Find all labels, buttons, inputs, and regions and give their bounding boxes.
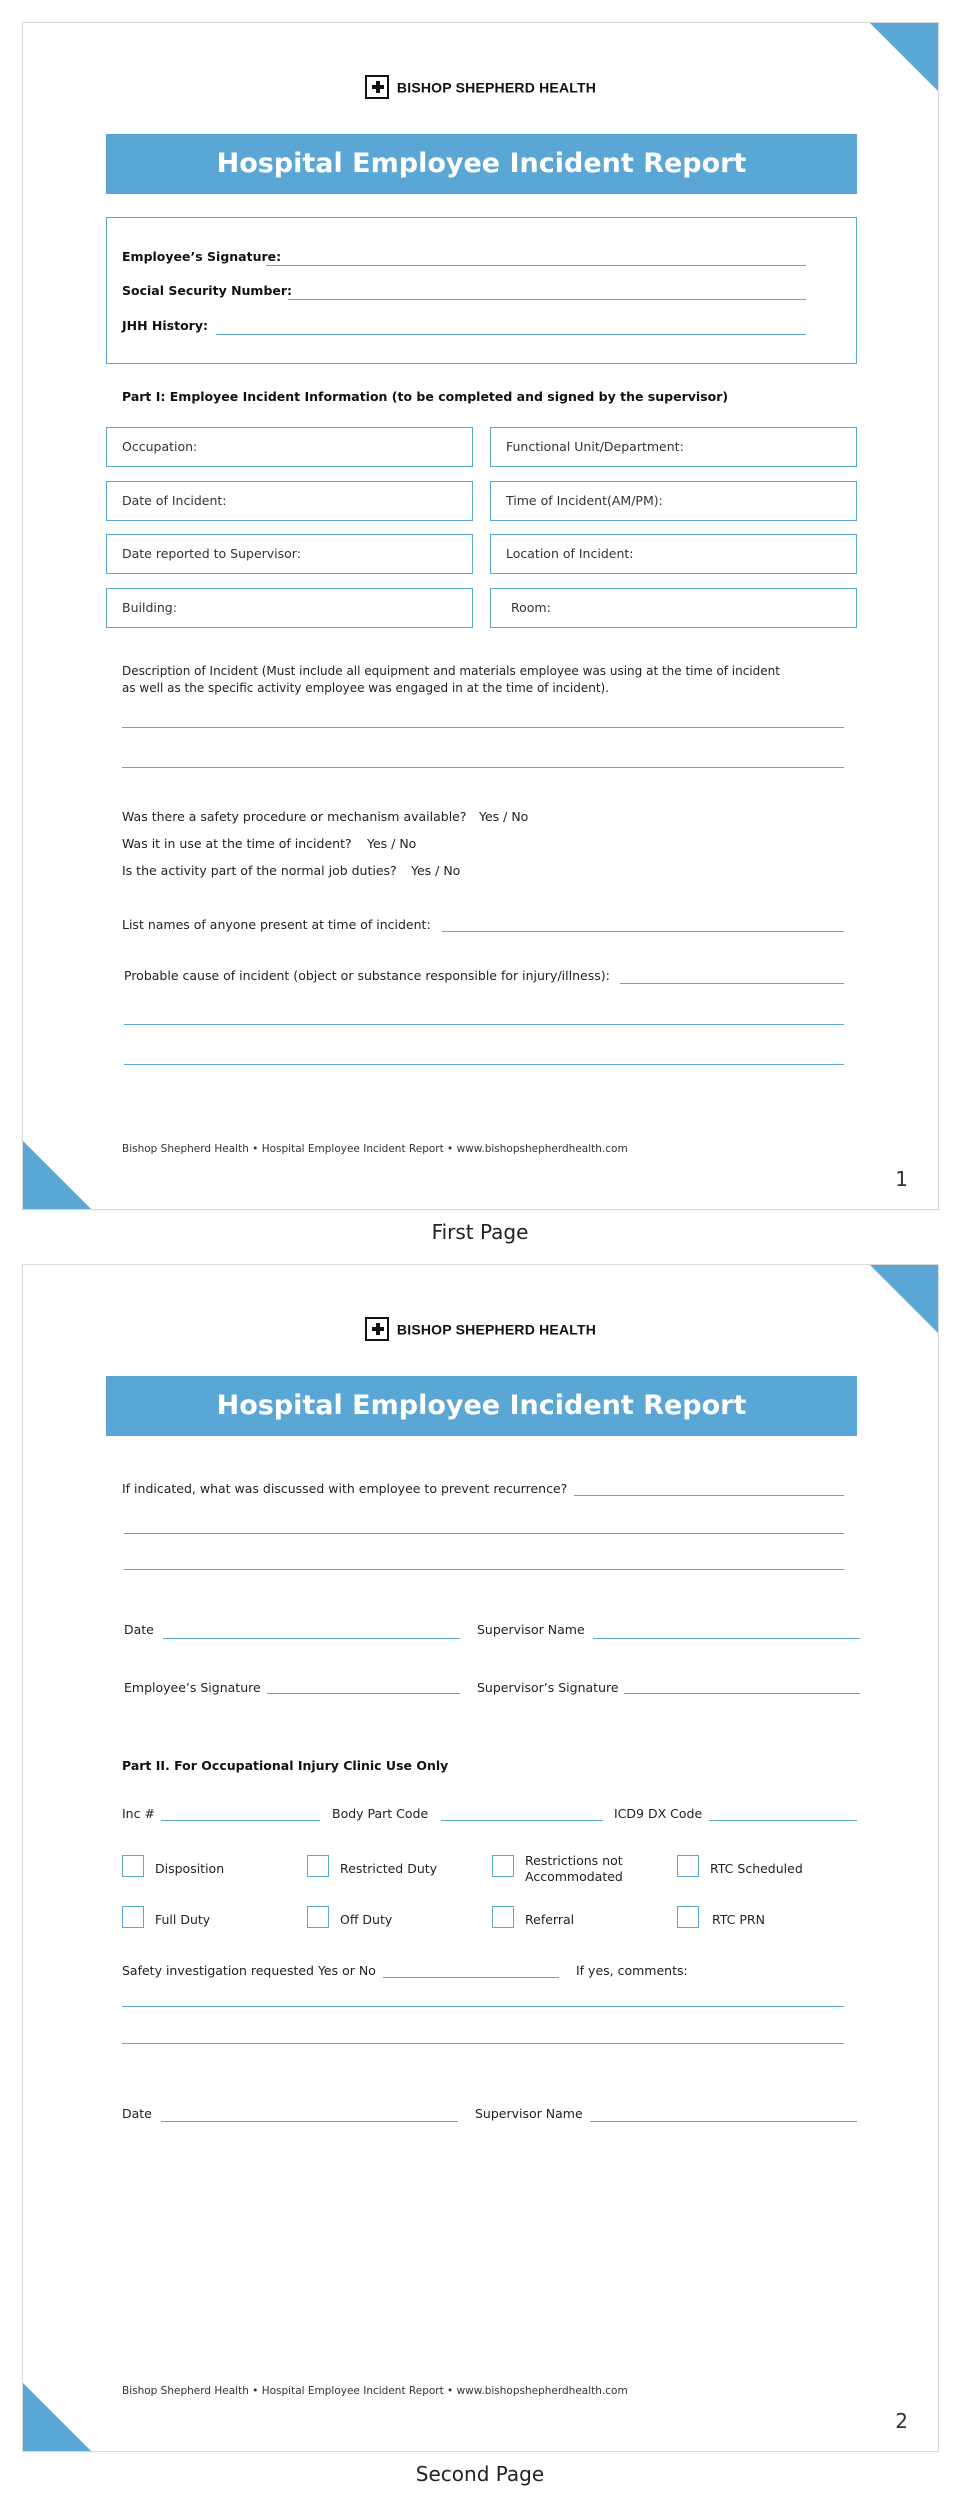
referral-label: Referral — [525, 1912, 575, 1927]
body-part-code-label: Body Part Code — [332, 1806, 429, 1821]
safety-investigation-label: Safety investigation requested Yes or No — [122, 1963, 376, 1978]
rtc-scheduled-checkbox[interactable] — [677, 1855, 699, 1877]
in-use-answer[interactable]: Yes / No — [367, 836, 417, 851]
employee-signature-field[interactable] — [266, 265, 806, 266]
date-label: Date — [124, 1622, 154, 1637]
page-number: 2 — [895, 2409, 908, 2433]
employee-signature-label: Employee’s Signature — [124, 1680, 261, 1695]
restrictions-label-line-1: Restrictions not — [525, 1853, 623, 1868]
icd9-code-field[interactable] — [709, 1820, 857, 1821]
ssn-field[interactable] — [288, 299, 806, 300]
rtc-prn-label: RTC PRN — [712, 1912, 765, 1927]
occupation-field[interactable]: Occupation: — [106, 427, 473, 467]
description-instruction-line-1: Description of Incident (Must include all equipment and materials employee was using at the time of incident — [122, 664, 780, 678]
body-part-code-field[interactable] — [441, 1820, 603, 1821]
part2-heading: Part II. For Occupational Injury Clinic Use Only — [122, 1758, 449, 1773]
time-of-incident-field[interactable]: Time of Incident(AM/PM): — [490, 481, 857, 521]
supervisor-name-label: Supervisor Name — [475, 2106, 583, 2121]
page-one — [22, 22, 939, 1210]
in-use-question: Was it in use at the time of incident? — [122, 836, 352, 851]
probable-cause-line[interactable] — [124, 1024, 844, 1025]
location-of-incident-field[interactable]: Location of Incident: — [490, 534, 857, 574]
icd9-code-label: ICD9 DX Code — [614, 1806, 703, 1821]
restrictions-label-line-2: Accommodated — [525, 1869, 623, 1884]
safety-investigation-field[interactable] — [383, 1977, 559, 1978]
corner-decoration-bottom-left — [23, 2383, 91, 2451]
witnesses-label: List names of anyone present at time of incident: — [122, 917, 431, 932]
full-duty-checkbox[interactable] — [122, 1906, 144, 1928]
page-title: Hospital Employee Incident Report — [106, 1376, 857, 1436]
supervisor-name-field[interactable] — [590, 2121, 857, 2122]
rtc-scheduled-label: RTC Scheduled — [710, 1861, 803, 1876]
part1-heading: Part I: Employee Incident Information (to be completed and signed by the supervisor) — [122, 389, 729, 404]
supervisor-signature-label: Supervisor’s Signature — [477, 1680, 619, 1695]
recurrence-field[interactable] — [574, 1495, 844, 1496]
safety-procedure-question: Was there a safety procedure or mechanism available? — [122, 809, 467, 824]
jhh-history-label: JHH History: — [122, 318, 208, 333]
rtc-prn-checkbox[interactable] — [677, 1906, 699, 1928]
ssn-label: Social Security Number: — [122, 283, 293, 298]
comments-line[interactable] — [122, 2006, 844, 2007]
if-yes-comments-label: If yes, comments: — [576, 1963, 688, 1978]
probable-cause-field[interactable] — [620, 983, 844, 984]
brand-name: BISHOP SHEPHERD HEALTH — [396, 1321, 597, 1338]
safety-procedure-answer[interactable]: Yes / No — [479, 809, 529, 824]
employee-signature-label: Employee’s Signature: — [122, 249, 282, 264]
off-duty-checkbox[interactable] — [307, 1906, 329, 1928]
witnesses-field[interactable] — [442, 931, 844, 932]
recurrence-line[interactable] — [124, 1533, 844, 1534]
medical-cross-icon — [365, 1317, 389, 1341]
recurrence-question: If indicated, what was discussed with employee to prevent recurrence? — [122, 1481, 568, 1496]
corner-decoration-bottom-left — [23, 1141, 91, 1209]
page-title: Hospital Employee Incident Report — [106, 134, 857, 194]
date-label: Date — [122, 2106, 152, 2121]
description-line[interactable] — [122, 727, 844, 728]
medical-cross-icon — [365, 75, 389, 99]
recurrence-line[interactable] — [124, 1569, 844, 1570]
disposition-checkbox[interactable] — [122, 1855, 144, 1877]
inc-number-field[interactable] — [161, 1820, 320, 1821]
first-page-caption: First Page — [431, 1220, 529, 1244]
page-number: 1 — [895, 1167, 908, 1191]
page-footer: Bishop Shepherd Health • Hospital Employee Incident Report • www.bishopshepherdhealth.com — [122, 2385, 628, 2397]
jhh-history-field[interactable] — [216, 334, 806, 335]
employee-signature-field[interactable] — [267, 1693, 460, 1694]
comments-line[interactable] — [122, 2043, 844, 2044]
page-footer: Bishop Shepherd Health • Hospital Employee Incident Report • www.bishopshepherdhealth.com — [122, 1143, 628, 1155]
description-line[interactable] — [122, 767, 844, 768]
supervisor-name-field[interactable] — [593, 1638, 860, 1639]
restricted-duty-label: Restricted Duty — [340, 1861, 438, 1876]
probable-cause-label: Probable cause of incident (object or substance responsible for injury/illness): — [124, 968, 610, 983]
off-duty-label: Off Duty — [340, 1912, 393, 1927]
date-reported-field[interactable]: Date reported to Supervisor: — [106, 534, 473, 574]
description-instruction-line-2: as well as the specific activity employee was engaged in at the time of incident). — [122, 681, 610, 695]
supervisor-name-label: Supervisor Name — [477, 1622, 585, 1637]
page-two — [22, 1264, 939, 2452]
second-page-caption: Second Page — [415, 2462, 545, 2486]
brand-logo — [23, 77, 938, 101]
room-field[interactable]: Room: — [490, 588, 857, 628]
full-duty-label: Full Duty — [155, 1912, 211, 1927]
building-field[interactable]: Building: — [106, 588, 473, 628]
probable-cause-line[interactable] — [124, 1064, 844, 1065]
functional-unit-field[interactable]: Functional Unit/Department: — [490, 427, 857, 467]
restrictions-not-accommodated-checkbox[interactable] — [492, 1855, 514, 1877]
supervisor-signature-field[interactable] — [624, 1693, 860, 1694]
brand-logo — [23, 1319, 938, 1343]
brand-name: BISHOP SHEPHERD HEALTH — [396, 79, 597, 96]
disposition-label: Disposition — [155, 1861, 225, 1876]
inc-number-label: Inc # — [122, 1806, 155, 1821]
restricted-duty-checkbox[interactable] — [307, 1855, 329, 1877]
date-field[interactable] — [163, 1638, 460, 1639]
date-field[interactable] — [161, 2121, 458, 2122]
referral-checkbox[interactable] — [492, 1906, 514, 1928]
normal-duties-answer[interactable]: Yes / No — [411, 863, 461, 878]
date-of-incident-field[interactable]: Date of Incident: — [106, 481, 473, 521]
normal-duties-question: Is the activity part of the normal job duties? — [122, 863, 397, 878]
